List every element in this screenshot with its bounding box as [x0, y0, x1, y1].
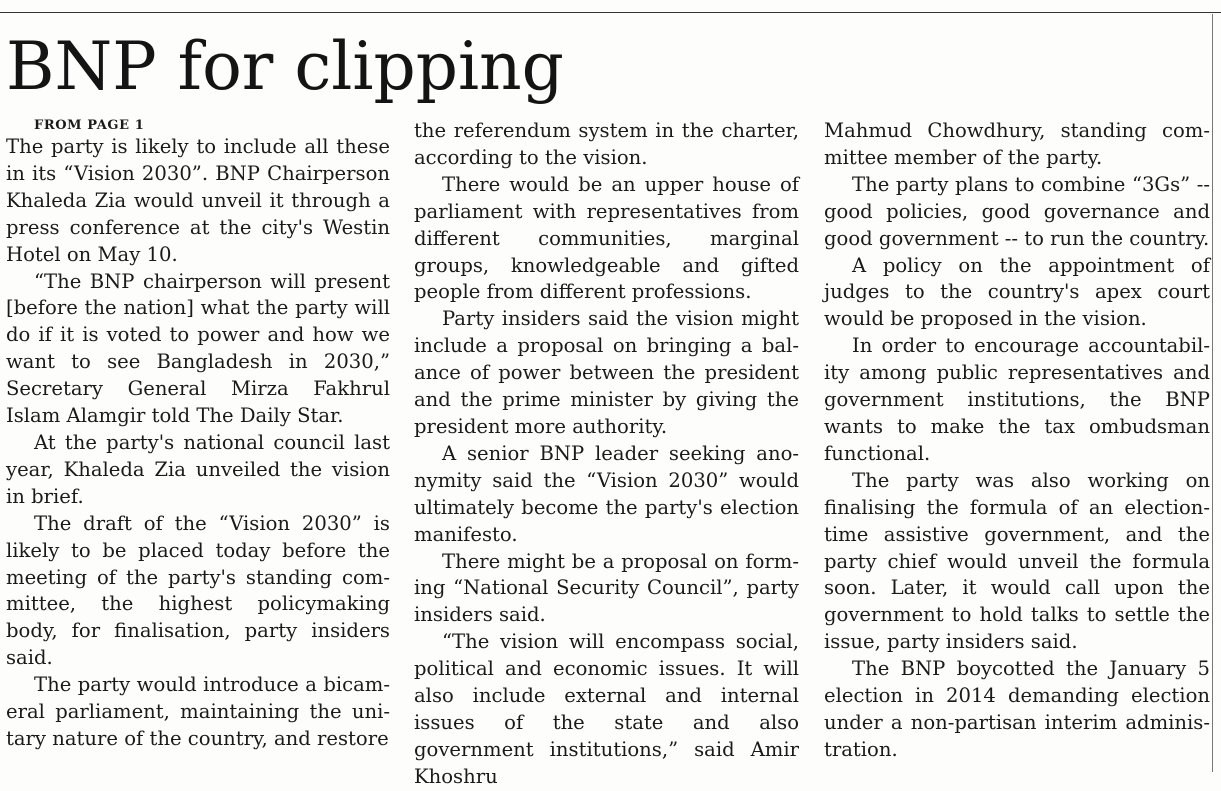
paragraph: The draft of the “Vision 2030” is likely to be placed today before the meeting of the party's standing committee, the highest policymaking body, for finalisation, party insiders said.	[6, 511, 390, 670]
paragraph: the referendum system in the charter, according to the vision.	[414, 119, 799, 169]
paragraph: The party is likely to include all these in its “Vision 2030”. BNP Chairperson Khaleda Zia would unveil it through a press conference at the city's Westin Hotel on May 10.	[6, 135, 390, 266]
top-rule	[0, 12, 1221, 13]
column-3	[824, 118, 1210, 764]
paragraph: Mahmud Chowdhury, standing committee member of the party.	[824, 119, 1210, 169]
column-1	[6, 118, 390, 753]
paragraph: A policy on the appointment of judges to the country's apex court would be proposed in the vision.	[824, 253, 1210, 331]
paragraph: There might be a proposal on forming “National Security Council”, party insiders said.	[414, 549, 799, 627]
paragraph: The party plans to combine “3Gs” -- good policies, good governance and good government -- to run the country.	[824, 172, 1210, 250]
column-2	[414, 118, 799, 791]
paragraph: A senior BNP leader seeking anonymity said the “Vision 2030” would ultimately become the party's election manifesto.	[414, 441, 799, 546]
paragraph: “The BNP chairperson will present [before the nation] what the party will do if it is voted to power and how we want to see Bangladesh in 2030,” Secretary General Mirza Fakhrul Islam Alamgir told The Daily Star.	[6, 269, 390, 428]
paragraph: In order to encourage accountability among public representatives and government institutions, the BNP wants to make the tax ombudsman functional.	[824, 334, 1210, 465]
column-rule	[1212, 14, 1213, 772]
paragraph: Party insiders said the vision might include a proposal on bringing a balance of power between the president and the prime minister by giving the president more authority.	[414, 307, 799, 438]
headline: BNP for clipping	[6, 28, 564, 105]
paragraph: The BNP boycotted the January 5 election in 2014 demanding election under a non-partisan interim administration.	[824, 657, 1210, 761]
paragraph: “The vision will encompass social, political and economic issues. It will also include external and internal issues of the state and also government institutions,” said Amir Khoshru	[414, 630, 799, 788]
paragraph: The party was also working on finalising the formula of an election-time assistive government, and the party chief would unveil the formula soon. Later, it would call upon the government to hold talks to settle the issue, party insiders said.	[824, 468, 1210, 654]
paragraph: At the party's national council last year, Khaleda Zia unveiled the vision in brief.	[6, 430, 390, 508]
jump-line: FROM PAGE 1	[34, 118, 145, 133]
paragraph: There would be an upper house of parliament with representatives from different communities, marginal groups, knowledgeable and gifted people from different professions.	[414, 172, 799, 304]
paragraph: The party would introduce a bicameral parliament, maintaining the unitary nature of the country, and restore	[6, 673, 390, 750]
